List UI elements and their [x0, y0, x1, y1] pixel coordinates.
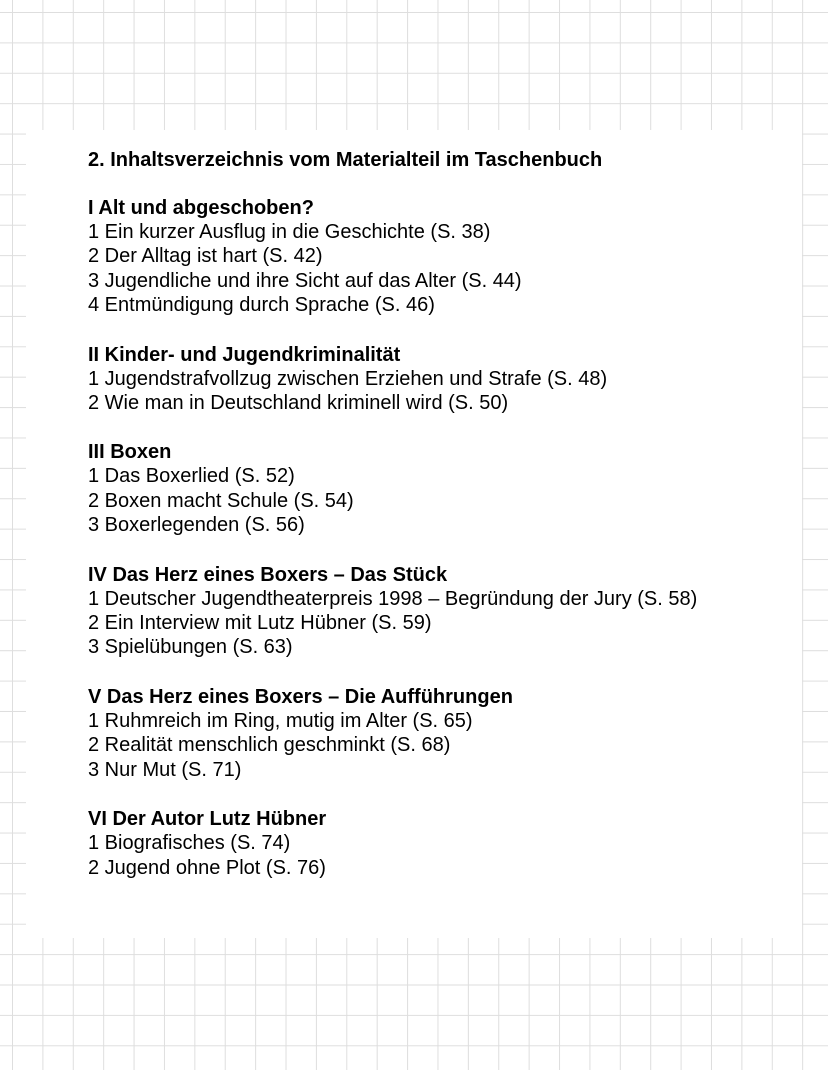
section-heading: VI Der Autor Lutz Hübner — [88, 808, 327, 831]
toc-entry: 1 Biografisches (S. 74) — [88, 832, 291, 855]
document-sheet — [26, 130, 802, 938]
section-heading: IV Das Herz eines Boxers – Das Stück — [88, 563, 448, 586]
toc-entry: 2 Wie man in Deutschland kriminell wird (S. 50) — [88, 392, 509, 415]
section-heading: I Alt und abgeschoben? — [88, 197, 314, 219]
toc-entry: 3 Boxerlegenden (S. 56) — [88, 514, 305, 537]
toc-entry: 1 Das Boxerlied (S. 52) — [88, 465, 295, 488]
document-content — [88, 148, 788, 905]
toc-section-1 — [88, 196, 788, 318]
toc-entry: 1 Ruhmreich im Ring, mutig im Alter (S. 65) — [88, 709, 473, 732]
toc-entry: 2 Boxen macht Schule (S. 54) — [88, 489, 354, 512]
toc-section-3 — [88, 440, 788, 537]
toc-entry: 3 Nur Mut (S. 71) — [88, 758, 242, 781]
toc-section-2 — [88, 343, 788, 416]
section-heading: III Boxen — [88, 441, 172, 464]
toc-entry: 3 Spielübungen (S. 63) — [88, 636, 293, 659]
toc-entry: 3 Jugendliche und ihre Sicht auf das Alter (S. 44) — [88, 269, 522, 292]
toc-section-4 — [88, 563, 788, 660]
toc-entry: 2 Jugend ohne Plot (S. 76) — [88, 856, 326, 879]
section-heading: II Kinder- und Jugendkriminalität — [88, 343, 401, 366]
toc-entry: 1 Jugendstrafvollzug zwischen Erziehen und Strafe (S. 48) — [88, 367, 608, 390]
toc-entry: 1 Ein kurzer Ausflug in die Geschichte (S. 38) — [88, 221, 491, 243]
toc-section-5 — [88, 685, 788, 782]
toc-entry: 1 Deutscher Jugendtheaterpreis 1998 – Begründung der Jury (S. 58) — [88, 587, 698, 610]
toc-entry: 2 Realität menschlich geschminkt (S. 68) — [88, 734, 451, 757]
toc-section-6 — [88, 807, 788, 880]
toc-entry: 2 Der Alltag ist hart (S. 42) — [88, 245, 323, 268]
toc-entry: 4 Entmündigung durch Sprache (S. 46) — [88, 294, 435, 317]
section-heading: V Das Herz eines Boxers – Die Aufführungen — [88, 685, 513, 708]
toc-entry: 2 Ein Interview mit Lutz Hübner (S. 59) — [88, 612, 432, 635]
document-title: 2. Inhaltsverzeichnis vom Materialteil im Taschenbuch — [88, 149, 603, 171]
